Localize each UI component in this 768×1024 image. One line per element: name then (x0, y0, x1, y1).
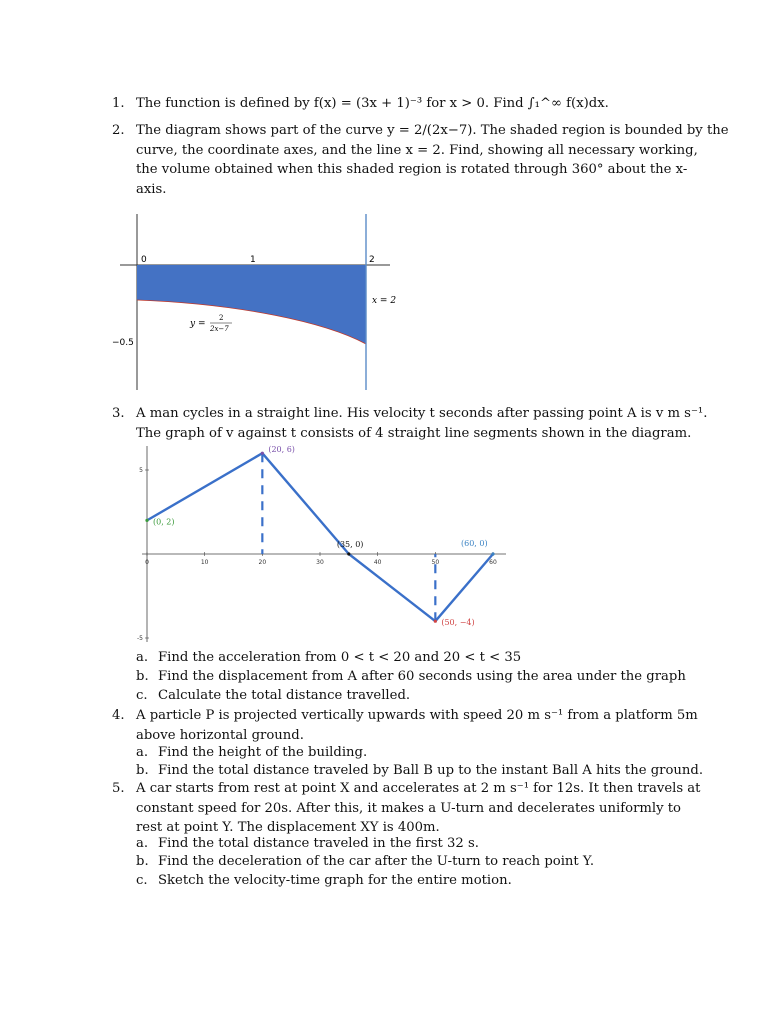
question-2 (112, 121, 729, 199)
tick-label-2: 2 (369, 255, 375, 265)
question-text: axis. (136, 181, 167, 197)
point-label: (20, 6) (268, 445, 295, 455)
part-letter: a. (136, 745, 149, 760)
question-3-part-a (136, 648, 521, 667)
question-text: A particle P is projected vertically upwards with speed 20 m s⁻¹ from a platform 5m (136, 708, 698, 723)
part-letter: c. (136, 873, 148, 888)
question-4 (112, 706, 698, 745)
x-tick-label: 50 (431, 559, 440, 566)
point-label: (35, 0) (336, 540, 364, 549)
part-letter: b. (136, 854, 149, 869)
x-tick-label: 30 (316, 559, 324, 566)
question-text: The function is defined by f(x) = (3x + 1)⁻³ for x > 0. Find ∫₁^∞ f(x)dx. (136, 96, 609, 111)
y-tick-label: -5 (137, 635, 143, 642)
curve-label-numerator: 2 (219, 314, 224, 322)
x-tick-label: 10 (200, 559, 209, 566)
velocity-segment (435, 554, 493, 621)
x-tick-label: 20 (258, 559, 267, 566)
data-point (491, 552, 494, 555)
question-4-part-b (136, 761, 703, 780)
question-text: The diagram shows part of the curve y = 2/(2x−7). The shaded region is bounded by the (136, 123, 729, 138)
velocity-segment (147, 453, 262, 520)
point-label: (50, −4) (441, 618, 475, 628)
question-number: 5. (112, 781, 125, 796)
x-tick-label: 40 (373, 559, 382, 566)
question-5-part-a (136, 834, 479, 853)
question-5-part-c (136, 871, 512, 890)
part-letter: b. (136, 669, 149, 684)
part-text: Find the total distance traveled in the first 32 s. (158, 836, 479, 851)
part-text: Calculate the total distance travelled. (158, 688, 411, 703)
question-3 (112, 404, 708, 443)
velocity-segment (349, 554, 436, 621)
question-1 (112, 94, 687, 114)
question-text: the volume obtained when this shaded region is rotated through 360° about the x- (136, 162, 688, 177)
data-point (145, 519, 148, 522)
question-number: 1. (112, 96, 125, 111)
tick-label-1: 1 (250, 255, 256, 265)
question-text: above horizontal ground. (136, 727, 304, 743)
question-text: A man cycles in a straight line. His velocity t seconds after passing point A is v m s⁻¹. (136, 406, 708, 421)
shaded-region (137, 265, 366, 344)
part-letter: b. (136, 763, 149, 778)
velocity-segment (262, 453, 349, 554)
line-label: x = 2 (372, 296, 397, 306)
question-4-part-a (136, 743, 367, 762)
data-point (261, 452, 264, 455)
y-tick-label: 5 (139, 467, 143, 474)
question-text: A car starts from rest at point X and accelerates at 2 m s⁻¹ for 12s. It then travels at (136, 781, 701, 796)
part-text: Find the deceleration of the car after the U-turn to reach point Y. (158, 854, 595, 869)
curve-region-figure (110, 212, 410, 392)
question-number: 2. (112, 123, 125, 138)
x-tick-label: 60 (489, 559, 497, 566)
question-3-part-b (136, 667, 686, 686)
question-5 (112, 779, 701, 838)
data-point (434, 620, 437, 623)
part-letter: a. (136, 836, 149, 851)
data-point (347, 552, 350, 555)
part-text: Find the height of the building. (158, 745, 368, 760)
part-text: Find the displacement from A after 60 seconds using the area under the graph (158, 669, 686, 684)
question-3-part-c (136, 686, 410, 705)
curve-label-denominator: 2x−7 (210, 325, 229, 333)
question-text: rest at point Y. The displacement XY is 400m. (136, 820, 440, 835)
question-number: 3. (112, 406, 125, 421)
part-text: Find the acceleration from 0 < t < 20 and 20 < t < 35 (158, 650, 522, 665)
part-letter: a. (136, 650, 149, 665)
question-text: The graph of v against t consists of 4 straight line segments shown in the diagram. (136, 425, 692, 441)
point-label: (60, 0) (461, 539, 488, 548)
part-text: Find the total distance traveled by Ball B up to the instant Ball A hits the ground. (158, 763, 704, 778)
question-text: constant speed for 20s. After this, it makes a U-turn and decelerates uniformly to (136, 800, 681, 816)
x-tick-label: 0 (145, 559, 149, 566)
point-label: (0, 2) (153, 517, 175, 527)
question-text: curve, the coordinate axes, and the line x = 2. Find, showing all necessary working, (136, 142, 698, 158)
velocity-time-graph (130, 442, 520, 647)
curve-label-y: y = (190, 319, 206, 329)
tick-label-neg-half: −0.5 (112, 338, 134, 348)
question-number: 4. (112, 708, 125, 723)
question-5-part-b (136, 852, 594, 871)
part-text: Sketch the velocity-time graph for the entire motion. (158, 873, 512, 888)
part-letter: c. (136, 688, 148, 703)
tick-label-0: 0 (141, 255, 147, 265)
